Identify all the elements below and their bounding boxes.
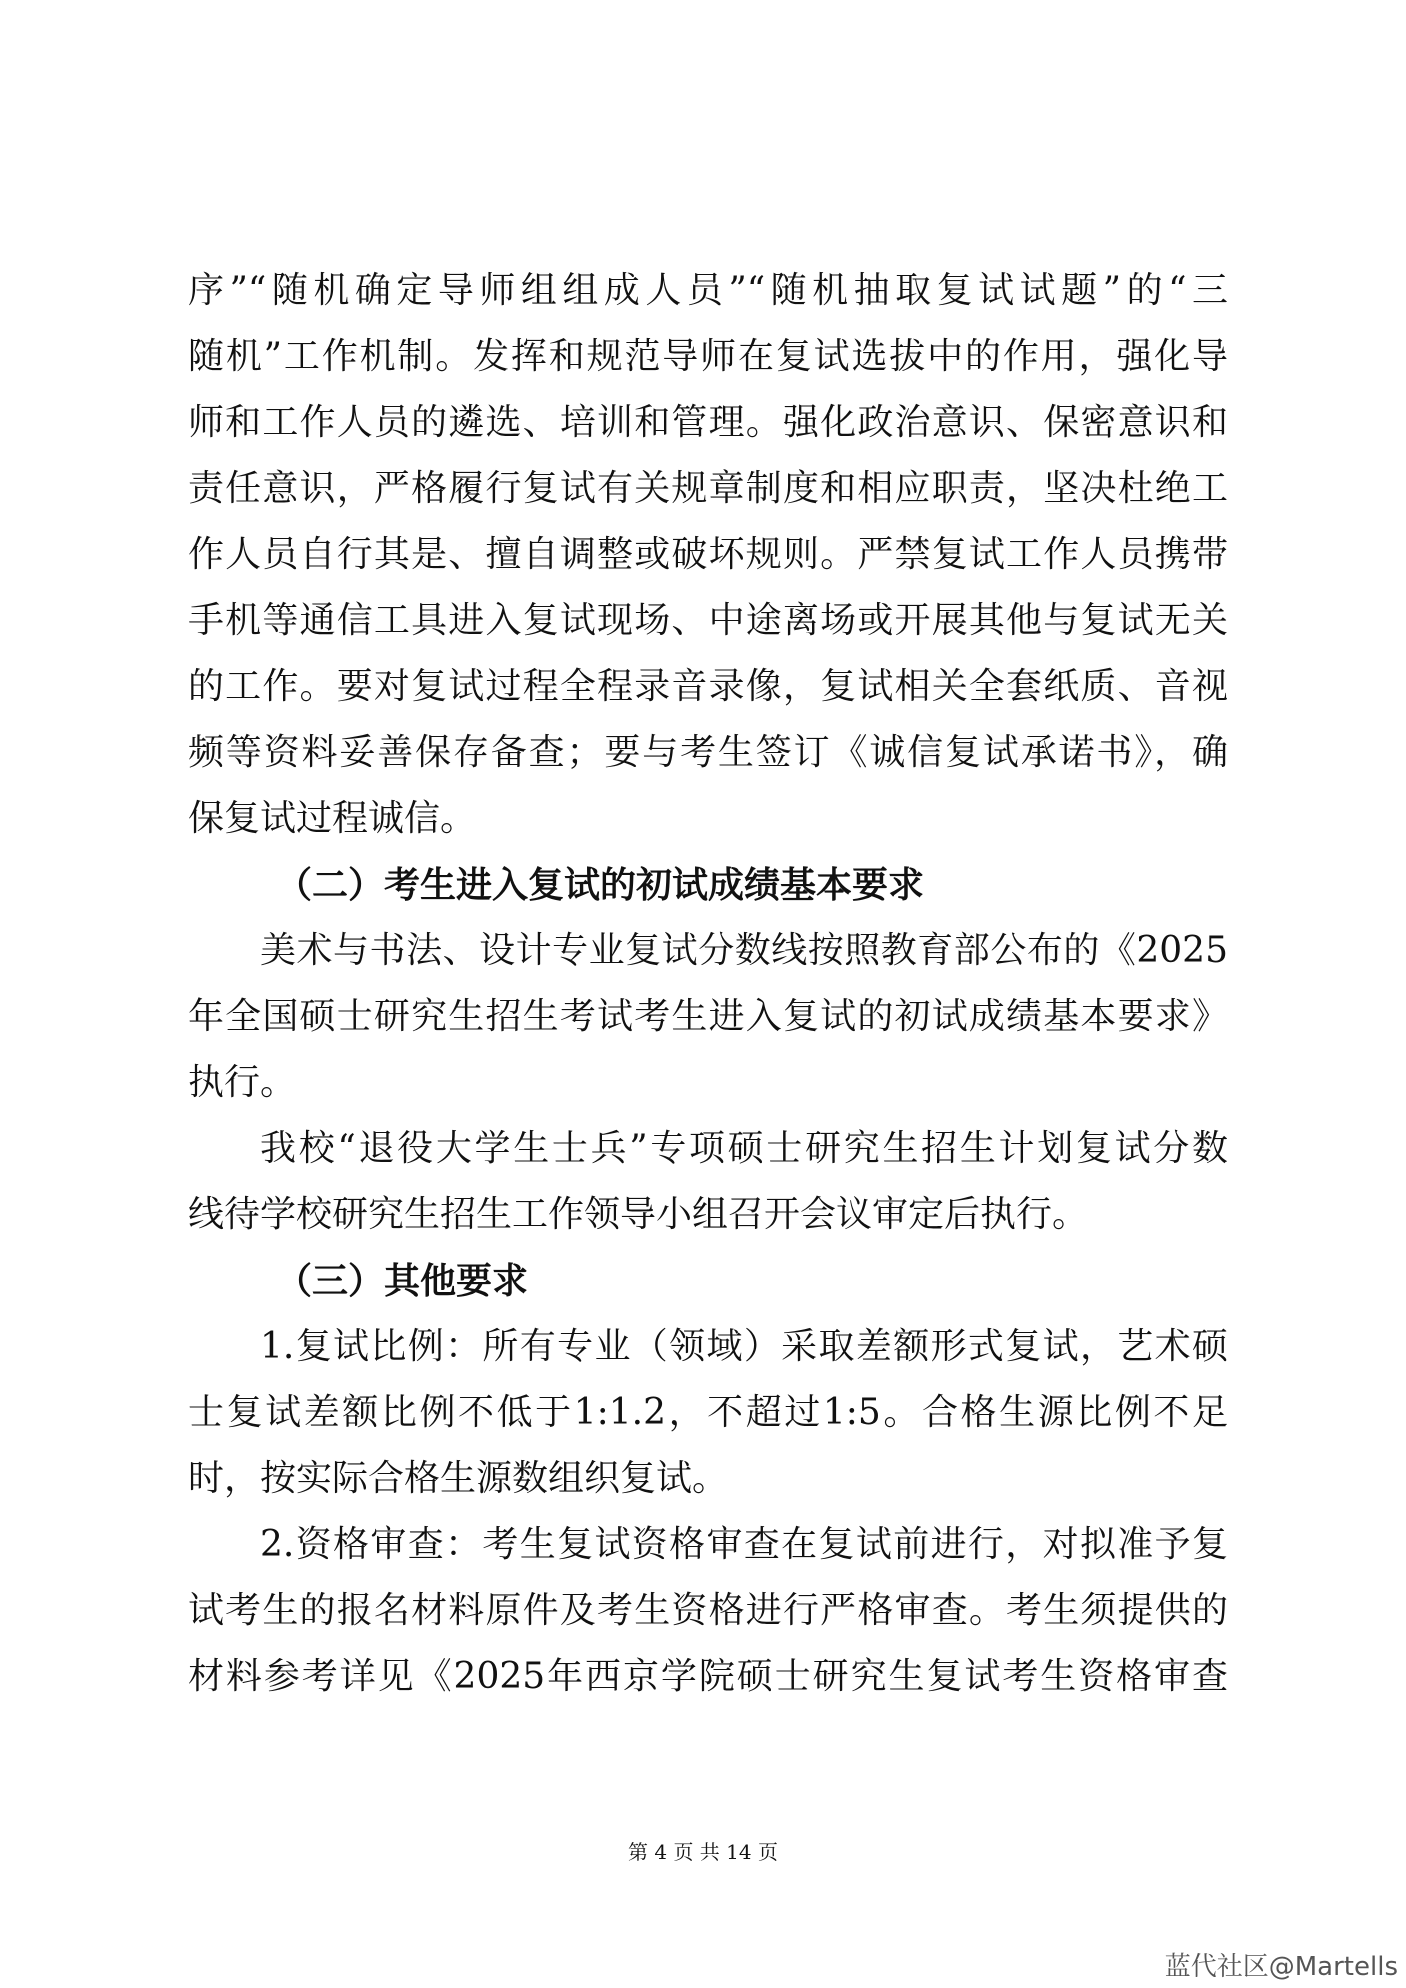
paragraph-line: 随机”工作机制。发挥和规范导师在复试选拔中的作用，强化导 bbox=[188, 336, 1228, 377]
paragraph-line: 手机等通信工具进入复试现场、中途离场或开展其他与复试无关 bbox=[188, 600, 1228, 641]
paragraph-line: 的工作。要对复试过程全程录音录像，复试相关全套纸质、音视 bbox=[188, 666, 1228, 707]
paragraph-line: 士复试差额比例不低于1:1.2，不超过1:5。合格生源比例不足 bbox=[188, 1392, 1228, 1433]
paragraph-line: 美术与书法、设计专业复试分数线按照教育部公布的《2025 bbox=[260, 930, 1228, 971]
paragraph-line: 我校“退役大学生士兵”专项硕士研究生招生计划复试分数 bbox=[260, 1128, 1228, 1169]
document-body bbox=[188, 258, 1228, 1710]
paragraph-line: 材料参考详见《2025年西京学院硕士研究生复试考生资格审查 bbox=[188, 1656, 1228, 1697]
paragraph-line: 试考生的报名材料原件及考生资格进行严格审查。考生须提供的 bbox=[188, 1590, 1228, 1631]
section-heading-2: （二）考生进入复试的初试成绩基本要求 bbox=[276, 864, 925, 906]
paragraph-line: 序”“随机确定导师组组成人员”“随机抽取复试试题”的“三 bbox=[188, 270, 1228, 311]
paragraph-line: 作人员自行其是、擅自调整或破坏规则。严禁复试工作人员携带 bbox=[188, 534, 1228, 575]
paragraph-line: 责任意识，严格履行复试有关规章制度和相应职责，坚决杜绝工 bbox=[188, 468, 1228, 509]
paragraph-line: 师和工作人员的遴选、培训和管理。强化政治意识、保密意识和 bbox=[188, 402, 1228, 443]
watermark-text: 蓝代社区@Martells bbox=[1164, 1952, 1398, 1982]
paragraph-line: 线待学校研究生招生工作领导小组召开会议审定后执行。 bbox=[188, 1194, 1089, 1235]
paragraph-line: 执行。 bbox=[188, 1062, 297, 1103]
paragraph-line: 频等资料妥善保存备查；要与考生签订《诚信复试承诺书》，确 bbox=[188, 732, 1228, 773]
page-number-footer: 第 4 页 共 14 页 bbox=[628, 1840, 778, 1864]
section-heading-3: （三）其他要求 bbox=[276, 1260, 529, 1302]
paragraph-line: 时，按实际合格生源数组织复试。 bbox=[188, 1458, 729, 1499]
paragraph-line: 保复试过程诚信。 bbox=[188, 798, 477, 839]
paragraph-line: 1.复试比例：所有专业（领域）采取差额形式复试，艺术硕 bbox=[260, 1326, 1228, 1367]
paragraph-line: 年全国硕士研究生招生考试考生进入复试的初试成绩基本要求》 bbox=[188, 996, 1228, 1037]
paragraph-line: 2.资格审查：考生复试资格审查在复试前进行，对拟准予复 bbox=[260, 1524, 1228, 1565]
